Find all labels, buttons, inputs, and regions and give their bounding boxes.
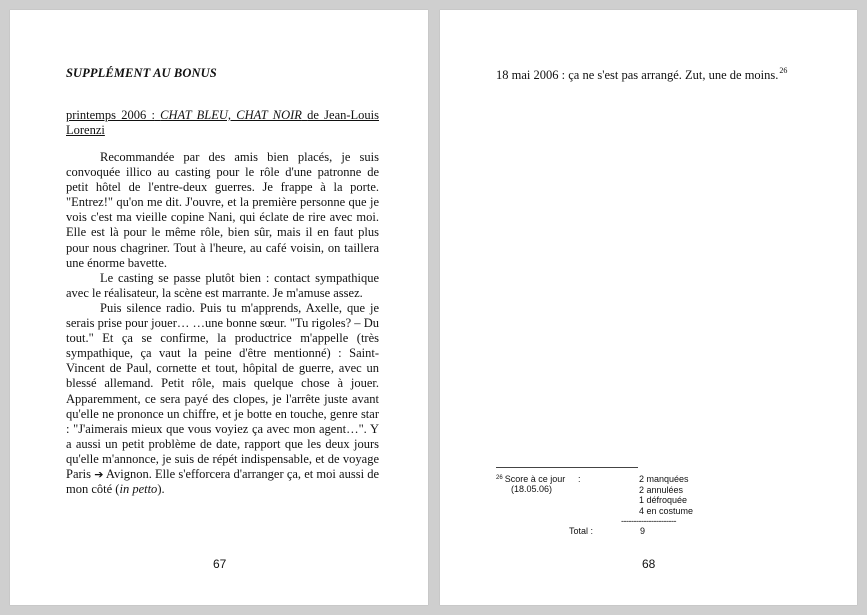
score-item: 1 défroquée bbox=[639, 495, 688, 505]
left-page bbox=[10, 10, 428, 605]
footnote-divider bbox=[496, 467, 638, 468]
chapter-director-prefix: de Jean-Louis bbox=[307, 108, 380, 122]
chapter-film-title: CHAT BLEU, CHAT NOIR bbox=[160, 108, 302, 122]
body-text bbox=[66, 150, 379, 497]
footnote-date: (18.05.06) bbox=[511, 484, 553, 494]
footnote-colon: : bbox=[578, 474, 581, 484]
right-arrow-icon: ➔ bbox=[94, 467, 104, 481]
footnote-number: 26 bbox=[496, 475, 503, 481]
paragraph-3-italic: in petto bbox=[119, 482, 158, 497]
paragraph-2: Le casting se passe plutôt bien : contact sympathique avec le réalisateur, la scène est marrante. Je m'amuse assez. bbox=[66, 270, 379, 300]
paragraph-3 bbox=[66, 301, 379, 497]
diary-entry-text: 18 mai 2006 : ça ne s'est pas arrangé. Zut, une de moins. bbox=[496, 68, 779, 82]
paragraph-3-end: ). bbox=[157, 482, 165, 497]
score-item: 2 manquées bbox=[639, 474, 689, 484]
footnote-label bbox=[496, 473, 565, 485]
page-number-left: 67 bbox=[213, 557, 227, 571]
right-page bbox=[440, 10, 857, 605]
paragraph-1: Recommandée par des amis bien placés, je suis convoquée illico au casting pour le rôle d'une patronne de petit hôtel de l'entre-deux guerres. Je frappe à la porte. "Entrez!" qu'on me dit. J'ouvre, et la première personne que je vois c'est ma vieille copine Nani, qui éclate de rire avec moi. Elle est là pour le même rôle, bien sûr, mais il en faut plus pour nous chagriner. Tout à l'heure, au café voisin, on taillera une énorme bavette. bbox=[66, 150, 379, 270]
chapter-heading-underlined bbox=[66, 108, 379, 137]
footnote-sum-line: ---------------------- bbox=[621, 516, 676, 526]
score-item: 4 en costume bbox=[639, 505, 694, 516]
footnote-total-value: 9 bbox=[640, 526, 646, 536]
chapter-heading bbox=[66, 108, 379, 138]
footnote-reference: 26 bbox=[779, 66, 788, 75]
chapter-director-rest: Lorenzi bbox=[66, 123, 105, 137]
score-item: 2 annulées bbox=[639, 484, 684, 495]
footnote-score-list bbox=[639, 474, 693, 516]
footnote-total-label: Total : bbox=[569, 526, 594, 536]
running-title: SUPPLÉMENT AU BONUS bbox=[66, 66, 217, 80]
page-number-right: 68 bbox=[642, 557, 656, 571]
diary-entry bbox=[496, 66, 787, 83]
chapter-season: printemps 2006 : bbox=[66, 108, 155, 122]
footnote-label-text: Score à ce jour bbox=[504, 474, 566, 484]
paragraph-3-text-b: Avignon. Elle s'efforcera d'arranger ça, et moi aussi de mon côté ( bbox=[66, 466, 380, 497]
paragraph-3-text-a: Puis silence radio. Puis tu m'apprends, Axelle, que je serais prise pour jouer… …une bonne sœur. "Tu rigoles? – Du tout." Et ça se confirme, la productrice m'appelle (très sympathique, ça vaut la peine d'être mentionné) : Saint-Vincent de Paul, cornette et tout, hôpital de guerre, avec un blessé allemand. Petit rôle, mais quelque chose à jouer. Apparemment, ce sera payé des clopes, je l'arrête juste avant qu'elle ne prononce un chiffre, et je botte en touche, genre star : "J'aimerais mieux que vous voyiez ça avec mon agent…". Y a aussi un petit problème de date, rapport que les deux jours qu'elle m'annonce, je suis de répét indispensable, et de voyage Paris bbox=[66, 300, 379, 481]
